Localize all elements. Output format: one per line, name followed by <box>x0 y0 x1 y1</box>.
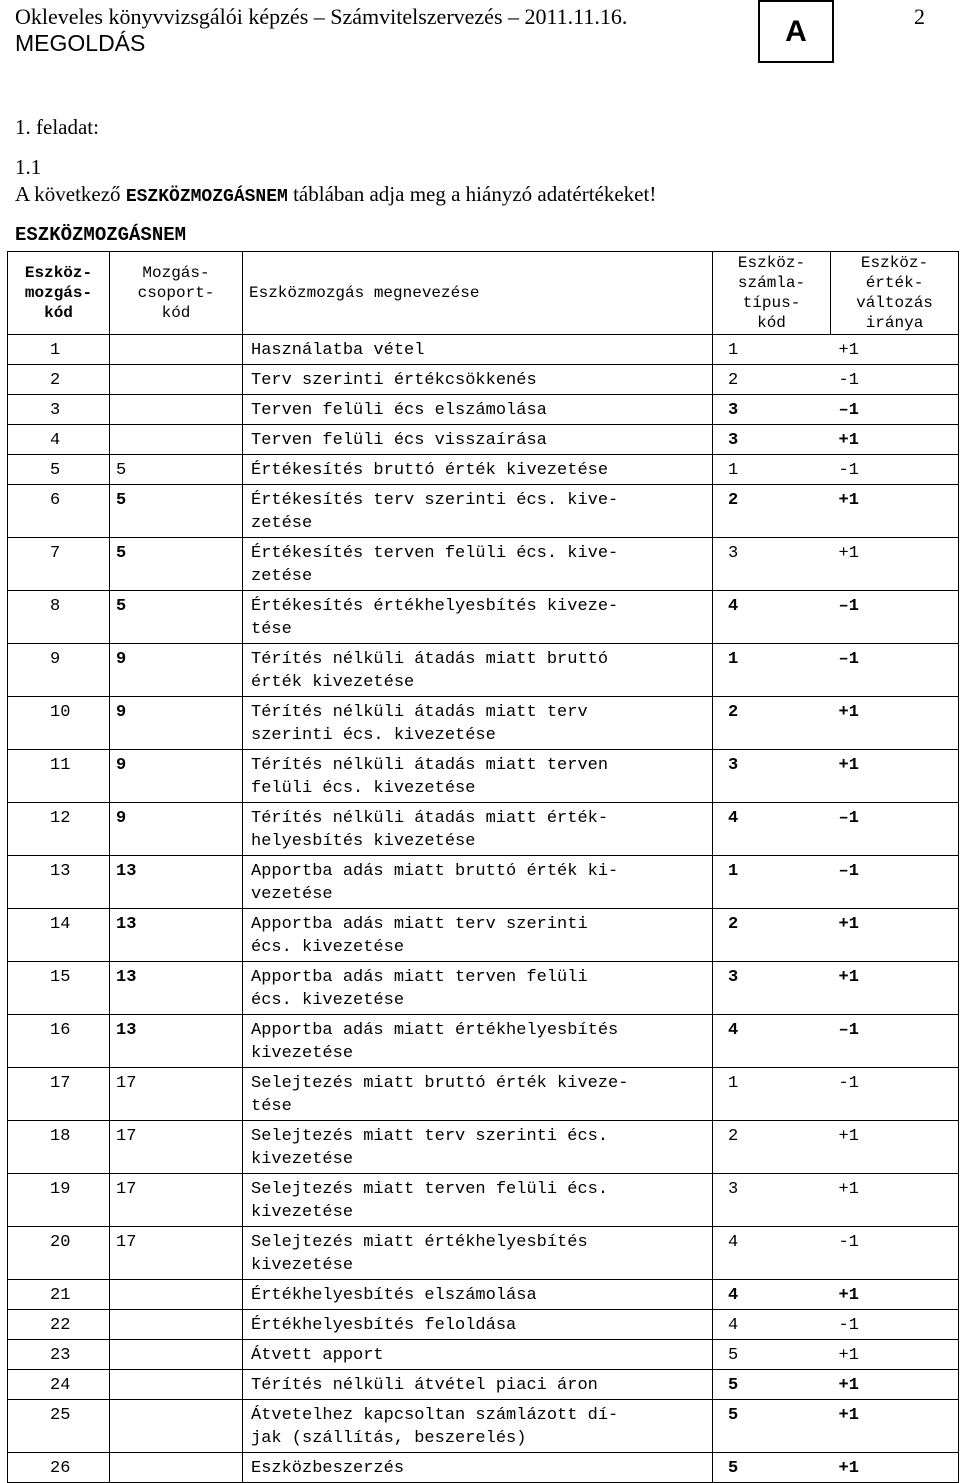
cell-szamla: 4 <box>713 591 831 644</box>
cell-szamla: 2 <box>713 1121 831 1174</box>
table-row <box>8 1015 959 1068</box>
document-header-subtitle: MEGOLDÁS <box>15 30 146 56</box>
cell-szamla: 2 <box>713 485 831 538</box>
cell-kod: 19 <box>8 1174 110 1227</box>
table-row <box>8 485 959 538</box>
cell-kod: 21 <box>8 1280 110 1310</box>
cell-irany: -1 <box>831 1227 959 1280</box>
cell-szamla: 3 <box>713 962 831 1015</box>
cell-megnevezes: Apportba adás miatt terven felüli écs. kivezetése <box>243 962 713 1015</box>
cell-csoport: 5 <box>110 485 243 538</box>
cell-csoport: 9 <box>110 803 243 856</box>
cell-irany: –1 <box>831 1015 959 1068</box>
task-heading: 1. feladat: <box>15 115 99 139</box>
cell-szamla: 5 <box>713 1453 831 1483</box>
cell-csoport: 9 <box>110 644 243 697</box>
cell-szamla: 5 <box>713 1370 831 1400</box>
cell-kod: 22 <box>8 1310 110 1340</box>
cell-kod: 12 <box>8 803 110 856</box>
cell-csoport: 17 <box>110 1227 243 1280</box>
cell-csoport <box>110 1453 243 1483</box>
table-row <box>8 1370 959 1400</box>
cell-irany: +1 <box>831 962 959 1015</box>
cell-megnevezes: Térítés nélküli átadás miatt bruttó érték kivezetése <box>243 644 713 697</box>
cell-megnevezes: Értékesítés terven felüli écs. kive- zetése <box>243 538 713 591</box>
cell-megnevezes: Értékesítés értékhelyesbítés kiveze- tése <box>243 591 713 644</box>
cell-megnevezes: Selejtezés miatt terv szerinti écs. kivezetése <box>243 1121 713 1174</box>
cell-csoport: 17 <box>110 1068 243 1121</box>
table-row <box>8 803 959 856</box>
cell-kod: 6 <box>8 485 110 538</box>
cell-megnevezes: Térítés nélküli átvétel piaci áron <box>243 1370 713 1400</box>
cell-irany: +1 <box>831 1400 959 1453</box>
cell-megnevezes: Értékhelyesbítés feloldása <box>243 1310 713 1340</box>
cell-irany: -1 <box>831 365 959 395</box>
cell-csoport <box>110 1400 243 1453</box>
table-row <box>8 856 959 909</box>
cell-kod: 20 <box>8 1227 110 1280</box>
table-row <box>8 697 959 750</box>
cell-megnevezes: Apportba adás miatt terv szerinti écs. kivezetése <box>243 909 713 962</box>
cell-csoport: 13 <box>110 1015 243 1068</box>
cell-szamla: 5 <box>713 1340 831 1370</box>
cell-megnevezes: Terven felüli écs visszaírása <box>243 425 713 455</box>
cell-kod: 25 <box>8 1400 110 1453</box>
table-row <box>8 1068 959 1121</box>
cell-kod: 18 <box>8 1121 110 1174</box>
table-row <box>8 538 959 591</box>
cell-irany: +1 <box>831 1280 959 1310</box>
cell-megnevezes: Térítés nélküli átadás miatt érték- helyesbítés kivezetése <box>243 803 713 856</box>
cell-csoport: 13 <box>110 909 243 962</box>
cell-kod: 17 <box>8 1068 110 1121</box>
cell-irany: +1 <box>831 1370 959 1400</box>
table-row <box>8 591 959 644</box>
cell-kod: 3 <box>8 395 110 425</box>
cell-kod: 4 <box>8 425 110 455</box>
cell-csoport: 5 <box>110 538 243 591</box>
instruction-post: táblában adja meg a hiányzó adatértékeket! <box>287 182 657 206</box>
cell-megnevezes: Selejtezés miatt értékhelyesbítés kivezetése <box>243 1227 713 1280</box>
cell-irany: +1 <box>831 909 959 962</box>
table-row <box>8 909 959 962</box>
cell-irany: –1 <box>831 395 959 425</box>
cell-szamla: 1 <box>713 335 831 365</box>
cell-kod: 5 <box>8 455 110 485</box>
cell-szamla: 1 <box>713 856 831 909</box>
cell-irany: +1 <box>831 1174 959 1227</box>
cell-szamla: 5 <box>713 1400 831 1453</box>
cell-csoport <box>110 365 243 395</box>
cell-szamla: 1 <box>713 455 831 485</box>
cell-irany: +1 <box>831 1453 959 1483</box>
table-row <box>8 962 959 1015</box>
cell-megnevezes: Apportba adás miatt értékhelyesbítés kivezetése <box>243 1015 713 1068</box>
cell-kod: 13 <box>8 856 110 909</box>
table-row <box>8 335 959 365</box>
cell-csoport <box>110 1280 243 1310</box>
cell-kod: 16 <box>8 1015 110 1068</box>
cell-szamla: 2 <box>713 697 831 750</box>
cell-csoport <box>110 1310 243 1340</box>
table-name: ESZKÖZMOZGÁSNEM <box>15 224 187 246</box>
table-row <box>8 425 959 455</box>
cell-megnevezes: Selejtezés miatt bruttó érték kiveze- tése <box>243 1068 713 1121</box>
cell-irany: +1 <box>831 538 959 591</box>
table-row <box>8 1453 959 1483</box>
cell-csoport: 5 <box>110 455 243 485</box>
cell-megnevezes: Átvetelhez kapcsoltan számlázott dí- jak (szállítás, beszerelés) <box>243 1400 713 1453</box>
cell-csoport <box>110 395 243 425</box>
cell-kod: 2 <box>8 365 110 395</box>
cell-irany: +1 <box>831 750 959 803</box>
cell-szamla: 2 <box>713 365 831 395</box>
cell-megnevezes: Eszközbeszerzés <box>243 1453 713 1483</box>
cell-megnevezes: Használatba vétel <box>243 335 713 365</box>
col-header-kod: Eszköz- mozgás- kód <box>8 252 110 335</box>
table-row <box>8 1227 959 1280</box>
cell-csoport: 9 <box>110 697 243 750</box>
cell-szamla: 3 <box>713 750 831 803</box>
cell-irany: +1 <box>831 335 959 365</box>
cell-kod: 14 <box>8 909 110 962</box>
cell-csoport: 13 <box>110 856 243 909</box>
cell-kod: 26 <box>8 1453 110 1483</box>
cell-szamla: 4 <box>713 1310 831 1340</box>
cell-szamla: 1 <box>713 644 831 697</box>
cell-megnevezes: Átvett apport <box>243 1340 713 1370</box>
cell-megnevezes: Értékesítés bruttó érték kivezetése <box>243 455 713 485</box>
cell-szamla: 2 <box>713 909 831 962</box>
cell-szamla: 3 <box>713 395 831 425</box>
cell-irany: -1 <box>831 455 959 485</box>
cell-irany: –1 <box>831 803 959 856</box>
cell-szamla: 4 <box>713 803 831 856</box>
table-row <box>8 1310 959 1340</box>
instruction-table-name: ESZKÖZMOZGÁSNEM <box>125 187 288 207</box>
cell-csoport: 13 <box>110 962 243 1015</box>
table-row <box>8 365 959 395</box>
cell-csoport <box>110 1340 243 1370</box>
cell-szamla: 1 <box>713 1068 831 1121</box>
cell-csoport <box>110 1370 243 1400</box>
cell-kod: 9 <box>8 644 110 697</box>
cell-csoport: 17 <box>110 1174 243 1227</box>
table-row <box>8 1340 959 1370</box>
cell-csoport: 17 <box>110 1121 243 1174</box>
cell-kod: 24 <box>8 1370 110 1400</box>
table-row <box>8 750 959 803</box>
document-header-title: Okleveles könyvvizsgálói képzés – Számvitelszervezés – 2011.11.16. <box>15 4 628 29</box>
cell-megnevezes: Apportba adás miatt bruttó érték ki- vezetése <box>243 856 713 909</box>
cell-csoport: 9 <box>110 750 243 803</box>
eszkozmozgasnem-table <box>7 251 959 1483</box>
cell-szamla: 3 <box>713 538 831 591</box>
cell-kod: 11 <box>8 750 110 803</box>
table-row <box>8 644 959 697</box>
subtask-number: 1.1 <box>15 155 42 179</box>
cell-szamla: 4 <box>713 1015 831 1068</box>
table-row <box>8 1400 959 1453</box>
cell-megnevezes: Terv szerinti értékcsökkenés <box>243 365 713 395</box>
cell-irany: +1 <box>831 1340 959 1370</box>
cell-irany: -1 <box>831 1310 959 1340</box>
col-header-megnevezes: Eszközmozgás megnevezése <box>243 252 713 335</box>
col-header-irany: Eszköz- érték- változás iránya <box>831 252 959 335</box>
cell-csoport <box>110 425 243 455</box>
cell-megnevezes: Térítés nélküli átadás miatt terven felüli écs. kivezetése <box>243 750 713 803</box>
cell-irany: +1 <box>831 485 959 538</box>
cell-irany: –1 <box>831 644 959 697</box>
instruction-text <box>15 182 656 207</box>
cell-szamla: 3 <box>713 425 831 455</box>
exam-version-box: A <box>758 0 834 63</box>
cell-megnevezes: Értékhelyesbítés elszámolása <box>243 1280 713 1310</box>
cell-irany: +1 <box>831 1121 959 1174</box>
cell-irany: +1 <box>831 425 959 455</box>
table-row <box>8 1121 959 1174</box>
table-row <box>8 455 959 485</box>
col-header-csoport: Mozgás- csoport- kód <box>110 252 243 335</box>
cell-kod: 1 <box>8 335 110 365</box>
cell-irany: +1 <box>831 697 959 750</box>
cell-irany: –1 <box>831 591 959 644</box>
cell-megnevezes: Értékesítés terv szerinti écs. kive- zetése <box>243 485 713 538</box>
cell-megnevezes: Selejtezés miatt terven felüli écs. kivezetése <box>243 1174 713 1227</box>
table-header-row <box>8 252 959 335</box>
cell-csoport: 5 <box>110 591 243 644</box>
cell-megnevezes: Terven felüli écs elszámolása <box>243 395 713 425</box>
cell-kod: 15 <box>8 962 110 1015</box>
cell-irany: –1 <box>831 856 959 909</box>
cell-szamla: 3 <box>713 1174 831 1227</box>
cell-csoport <box>110 335 243 365</box>
instruction-pre: A következő <box>15 182 126 206</box>
cell-kod: 10 <box>8 697 110 750</box>
cell-kod: 7 <box>8 538 110 591</box>
col-header-szamla: Eszköz- számla- típus- kód <box>713 252 831 335</box>
cell-kod: 23 <box>8 1340 110 1370</box>
table-row <box>8 1174 959 1227</box>
page-number: 2 <box>914 4 925 29</box>
table-row <box>8 395 959 425</box>
cell-irany: -1 <box>831 1068 959 1121</box>
table-row <box>8 1280 959 1310</box>
cell-megnevezes: Térítés nélküli átadás miatt terv szerinti écs. kivezetése <box>243 697 713 750</box>
cell-szamla: 4 <box>713 1280 831 1310</box>
cell-kod: 8 <box>8 591 110 644</box>
cell-szamla: 4 <box>713 1227 831 1280</box>
